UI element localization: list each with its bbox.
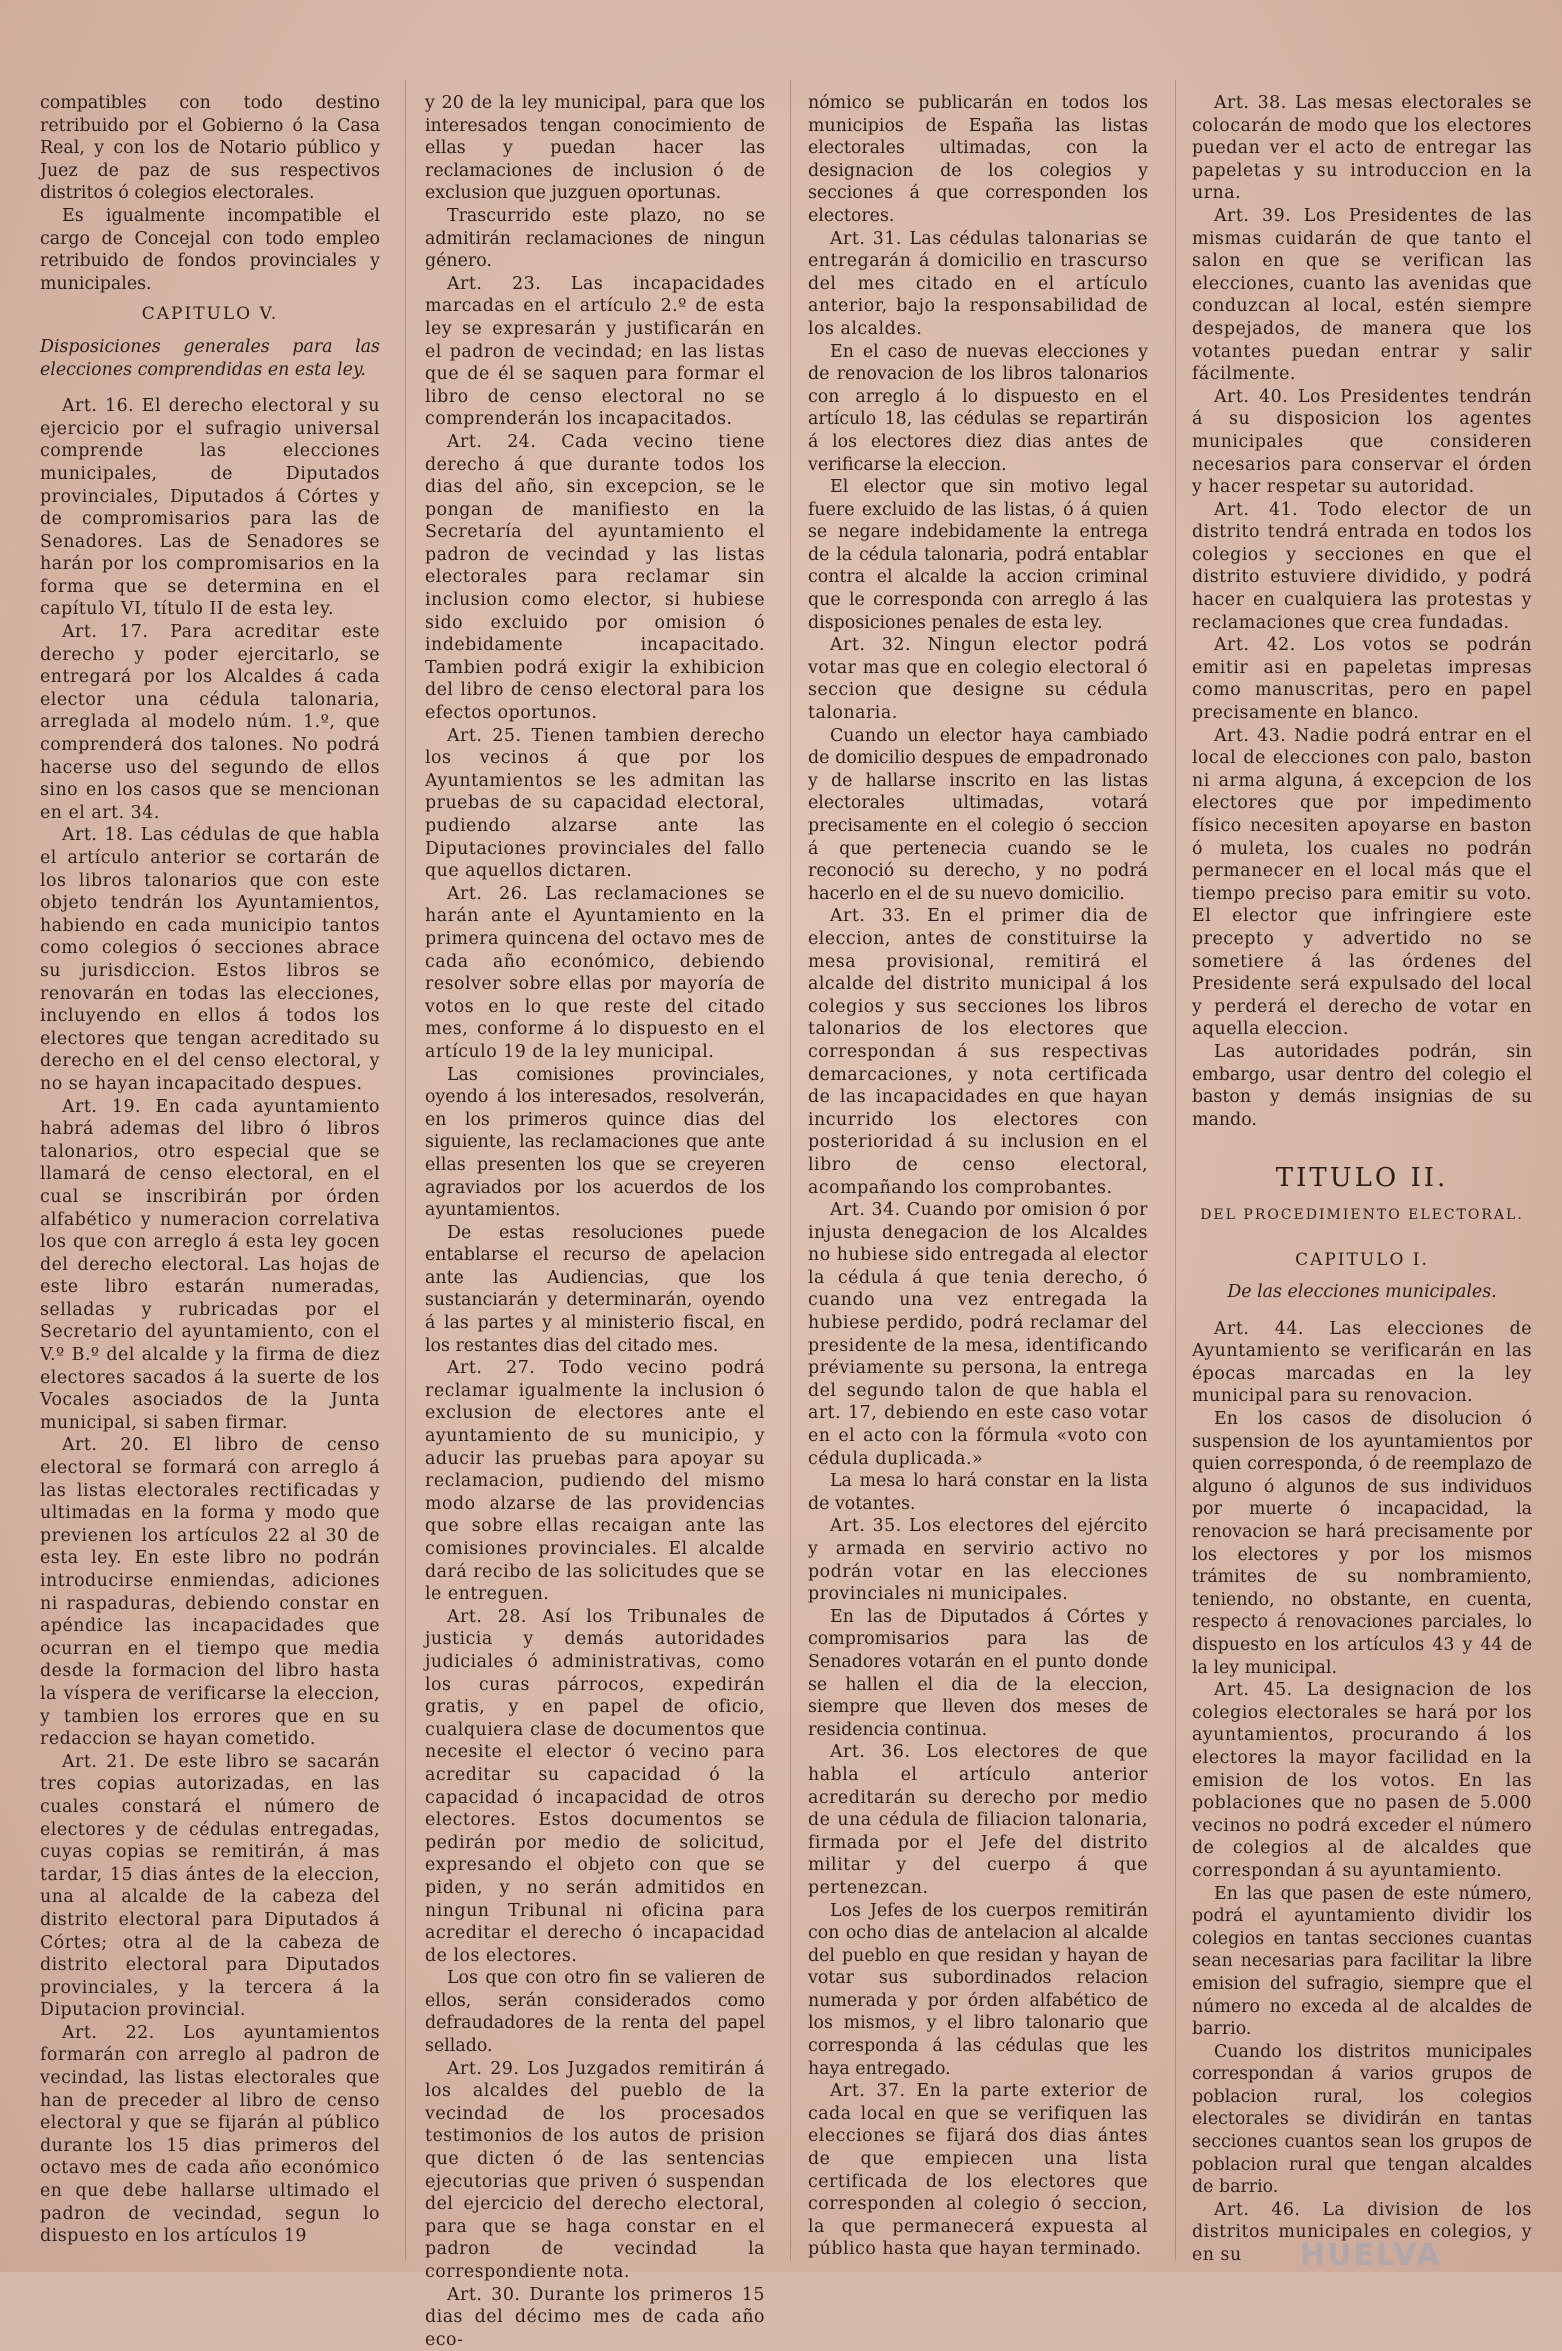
paragraph: Cuando los distritos municipales correspondan á varios grupos de poblacion rural, los colegios electorales se dividirán en tantas secciones cuantos sean los grupos de poblacion rural que tengan alcaldes de barrio.	[1192, 2041, 1532, 2198]
article-33: Art. 33. En el primer dia de eleccion, antes de constituirse la mesa provisional, remitirá el alcalde del distrito municipal á los colegios y sus secciones los libros talonarios de los electores que correspondan á sus respectivas demarcaciones, y nota certificada de las incapacidades en que hayan incurrido los electores con posterioridad á su inclusion en el libro de censo electoral, acompañando los comprobantes.	[808, 906, 1148, 1198]
article-40: Art. 40. Los Presidentes tendrán á su disposicion los agentes municipales que consideren necesarios para conservar el órden y hacer respetar su autoridad.	[1192, 386, 1532, 498]
article-22: Art. 22. Los ayuntamientos formarán con arreglo al padron de vecindad, las listas electorales que han de preceder al libro de censo electoral y que se fijarán al público durante los 15 dias primeros del octavo mes de cada año económico en que debe hallarse ultimado el padron de vecindad, segun lo dispuesto en los artículos 19	[40, 2022, 380, 2247]
article-31: Art. 31. Las cédulas talonarias se entregarán á domicilio en trascurso del mes citado en el artículo anterior, bajo la responsabilidad de los alcaldes.	[808, 228, 1148, 339]
paragraph: En el caso de nuevas elecciones y de renovacion de los libros talonarios con arreglo á lo dispuesto en el artículo 18, las cédulas se repartirán á los electores diez dias antes de verificarse la eleccion.	[808, 341, 1148, 475]
text-column-3	[808, 92, 1148, 2260]
article-42: Art. 42. Los votos se podrán emitir asi en papeletas impresas como manuscritas, pero en papel precisamente en blanco.	[1192, 635, 1532, 724]
article-24: Art. 24. Cada vecino tiene derecho á que durante todos los dias del año, sin excepcion, se le pongan de manifiesto en la Secretaría del ayuntamiento el padron de vecindad y las listas electorales para reclamar sin inclusion como elector, si hubiese sido excluido por omision ó indebidamente incapacitado. Tambien podrá exigir la exhibicion del libro de censo electoral para los efectos oportunos.	[425, 431, 765, 724]
article-43: Art. 43. Nadie podrá entrar en el local de elecciones con palo, baston ni arma alguna, á excepcion de los electores que por impedimento físico necesiten apoyarse en baston ó muleta, los cuales no podrán permanecer en el local más que el tiempo preciso para emitir su voto. El elector que infringiere este precepto y advertido no se sometiere á las órdenes del Presidente será expulsado del local y perderá el derecho de votar en aquella eleccion.	[1192, 725, 1532, 1040]
article-25: Art. 25. Tienen tambien derecho los vecinos á que por los Ayuntamientos se les admitan las pruebas de su capacidad electoral, pudiendo alzarse ante las Diputaciones provinciales del fallo que aquellos dictaren.	[425, 725, 765, 882]
paragraph: Los que con otro fin se valieren de ellos, serán considerados como defraudadores de la renta del papel sellado.	[425, 1968, 765, 2057]
article-16: Art. 16. El derecho electoral y su ejercicio por el sufragio universal comprende las elecciones municipales, de Diputados provinciales, Diputados á Córtes y de compromisarios para las de Senadores. Las de Senadores se harán por los compromisarios en la forma que se determina en el capítulo VI, título II de esta ley.	[40, 396, 380, 620]
title-subheading: DEL PROCEDIMIENTO ELECTORAL.	[1200, 1206, 1524, 1223]
section-heading: De las elecciones municipales.	[1227, 1282, 1497, 1303]
article-18: Art. 18. Las cédulas de que habla el artículo anterior se cortarán de los libros talonarios que con este objeto tendrán los Ayuntamientos, habiendo en cada municipio tantos como colegios ó secciones abrace su jurisdiccion. Estos libros se renovarán en todas las elecciones, incluyendo en ellos á todos los electores que tengan acreditado su derecho en el del censo electoral, y no se hayan incapacitado despues.	[40, 825, 380, 1094]
article-29: Art. 29. Los Juzgados remitirán á los alcaldes del pueblo de la vecindad de los procesados testimonios de los autos de prision que dicten ó de las sentencias ejecutorias que priven ó suspendan del ejercicio del derecho electoral, para que se haga constar en el padron de vecindad la correspondiente nota.	[425, 2058, 765, 2282]
article-17: Art. 17. Para acreditar este derecho y poder ejercitarlo, se entregará por los Alcaldes á cada elector una cédula talonaria, arreglada al modelo núm. 1.º, que comprenderá dos talones. No podrá hacerse uso del segundo de ellos sino en los casos que se mencionan en el art. 34.	[40, 622, 380, 823]
article-37: Art. 37. En la parte exterior de cada local en que se verifiquen las elecciones se fijará dos dias ántes de que empiecen una lista certificada de los electores que corresponden al colegio ó seccion, la que permanecerá expuesta al público hasta que hayan terminado.	[808, 2081, 1148, 2260]
article-32: Art. 32. Ningun elector podrá votar mas que en colegio electoral ó seccion que designe su cédula talonaria.	[808, 635, 1148, 724]
article-20: Art. 20. El libro de censo electoral se formará con arreglo á las listas electorales rectificadas y ultimadas en la forma y modo que previenen los artículos 22 al 30 de esta ley. En este libro no podrán introducirse enmiendas, adiciones ni raspaduras, debiendo constar en apéndice las incapacidades que ocurran en el tiempo que media desde la formacion del libro hasta la víspera de verificarse la eleccion, y tambien los errores que en su redaccion se hayan cometido.	[40, 1435, 380, 1750]
article-28: Art. 28. Así los Tribunales de justicia y demás autoridades judiciales ó administrativas, como los curas párrocos, expedirán gratis, y en papel de oficio, cualquiera clase de documentos que necesite el elector ó vecino para acreditar su capacidad ó la capacidad ó incapacidad de otros electores. Estos documentos se pedirán por medio de solicitud, expresando el objeto con que se piden, y no serán admitidos en ningun Tribunal ni oficina para acreditar el derecho ó incapacidad de los electores.	[425, 1606, 765, 1966]
article-26: Art. 26. Las reclamaciones se harán ante el Ayuntamiento en la primera quincena del octavo mes de cada año económico, debiendo resolver sobre ellas por mayoría de votos en lo que reste del citado mes, conforme á lo dispuesto en el artículo 19 de la ley municipal.	[425, 883, 765, 1062]
paragraph: De estas resoluciones puede entablarse el recurso de apelacion ante las Audiencias, que los sustanciarán y determinarán, oyendo á las partes y al ministerio fiscal, en los restantes dias del citado mes.	[425, 1222, 765, 1356]
column-divider	[1175, 80, 1176, 2260]
article-19: Art. 19. En cada ayuntamiento habrá ademas del libro ó libros talonarios, otro especial que se llamará de censo electoral, en el cual se inscribirán por órden alfabético y numeracion correlativa los que con arreglo á esta ley gocen del derecho electoral. Las hojas de este libro estarán numeradas, selladas y rubricadas por el Secretario del ayuntamiento, con el V.º B.º del alcalde y la firma de diez electores sacados á la suerte de los Vocales asociados de la Junta municipal, si saben firmar.	[40, 1096, 380, 1433]
article-41: Art. 41. Todo elector de un distrito tendrá entrada en todos los colegios y secciones en que el distrito estuviere dividido, y podrá hacer en cualquiera las protestas y reclamaciones que crea fundadas.	[1192, 499, 1532, 633]
text-column-1	[40, 92, 380, 2252]
article-34: Art. 34. Cuando por omision ó por injusta denegacion de los Alcaldes no hubiese sido entregada al elector la cédula á que tenia derecho, ó cuando una vez entregada la hubiese perdido, podrá reclamar del presidente de la mesa, identificando préviamente su persona, la entrega del segundo talon de que habla el art. 17, debiendo en este caso votar en el acto con la fórmula «voto con cédula duplicada.»	[808, 1200, 1148, 1469]
article-44: Art. 44. Las elecciones de Ayuntamiento se verificarán en las épocas marcadas en la ley municipal para su renovacion.	[1192, 1318, 1532, 1407]
archive-watermark: HUELVA	[1300, 2238, 1442, 2273]
column-divider	[790, 80, 791, 2260]
chapter-heading: CAPITULO V.	[141, 304, 279, 325]
text-column-2	[425, 92, 765, 2350]
paragraph: En las que pasen de este número, podrá el ayuntamiento dividir los colegios en tantas secciones cuantas sean necesarias para facilitar la libre emision del sufragio, siempre que el número no exceda al de alcaldes de barrio.	[1192, 1883, 1532, 2040]
article-30: Art. 30. Durante los primeros 15 dias del décimo mes de cada año eco-	[425, 2284, 765, 2350]
paragraph: La mesa lo hará constar en la lista de votantes.	[808, 1471, 1148, 1514]
paragraph: nómico se publicarán en todos los municipios de España las listas electorales ultimadas, con la designacion de los colegios y secciones á que corresponden los electores.	[808, 93, 1148, 226]
paragraph: En los casos de disolucion ó suspension de los ayuntamientos por quien corresponda, ó de reemplazo de alguno ó algunos de sus individuos por muerte ó incapacidad, la renovacion se hará precisamente por los electores y por los mismos trámites de su nombramiento, teniendo, no obstante, en cuenta, respecto á renovaciones parciales, lo dispuesto en los artículos 43 y 44 de la ley municipal.	[1192, 1409, 1532, 1678]
paragraph: Los Jefes de los cuerpos remitirán con ocho dias de antelacion al alcalde del pueblo en que residan y hayan de votar sus subordinados relacion numerada y por órden alfabético de los mismos, y el libro talonario que corresponda á las cédulas que les haya entregado.	[808, 1900, 1148, 2079]
paragraph: compatibles con todo destino retribuido por el Gobierno ó la Casa Real, y con los de Notario público y Juez de paz de sus respectivos distritos ó colegios electorales.	[40, 93, 380, 204]
article-23: Art. 23. Las incapacidades marcadas en el artículo 2.º de esta ley se expresarán y justificarán en el padron de vecindad; en las listas que de él se saquen para formar el libro de censo electoral no se comprenderán los incapacitados.	[425, 273, 765, 430]
paragraph: y 20 de la ley municipal, para que los interesados tengan conocimiento de ellas y puedan hacer las reclamaciones de inclusion ó de exclusion que juzguen oportunas.	[425, 93, 765, 204]
section-heading: Disposiciones generales para las elecciones comprendidas en esta ley.	[40, 336, 380, 380]
article-46: Art. 46. La division de los distritos municipales en colegios, y en su	[1192, 2199, 1532, 2266]
title-heading: TITULO II.	[1275, 1163, 1449, 1194]
paragraph: Cuando un elector haya cambiado de domicilio despues de empadronado y de hallarse inscrito en las listas electorales ultimadas, votará precisamente en el colegio ó seccion á que pertenecia cuando se le reconoció su derecho, y no podrá hacerlo en el de su nuevo domicilio.	[808, 725, 1148, 904]
article-39: Art. 39. Los Presidentes de las mismas cuidarán de que tanto el salon en que se verifican las elecciones, cuanto las avenidas que conduzcan al local, estén siempre despejados, de manera que los votantes puedan entrar y salir fácilmente.	[1192, 205, 1532, 385]
paragraph: Trascurrido este plazo, no se admitirán reclamaciones de ningun género.	[425, 205, 765, 272]
article-35: Art. 35. Los electores del ejército y armada en servirio activo no podrán votar en las elecciones provinciales ni municipales.	[808, 1516, 1148, 1605]
paragraph: En las de Diputados á Córtes y compromisarios para las de Senadores votarán en el punto donde se hallen el dia de la eleccion, siempre que lleven dos meses de residencia continua.	[808, 1606, 1148, 1740]
paragraph: El elector que sin motivo legal fuere excluido de las listas, ó á quien se negare indebidamente la entrega de la cédula talonaria, podrá entablar contra el alcalde la accion criminal que le corresponda con arreglo á las disposiciones penales de esta ley.	[808, 477, 1148, 633]
paragraph: Las autoridades podrán, sin embargo, usar dentro del colegio el baston y demás insignias de su mando.	[1192, 1041, 1532, 1130]
article-27: Art. 27. Todo vecino podrá reclamar igualmente la inclusion ó exclusion de electores ante el ayuntamiento de su municipio, y aducir las pruebas para apoyar su reclamacion, pudiendo del mismo modo alzarse de las providencias que sobre ellas recaigan ante las comisiones provinciales. El alcalde dará recibo de las solicitudes que se le entreguen.	[425, 1358, 765, 1605]
chapter-heading: CAPITULO I.	[1295, 1249, 1429, 1270]
paragraph: Las comisiones provinciales, oyendo á los interesados, resolverán, en los primeros quince dias del siguiente, las reclamaciones que ante ellas presenten los que se creyeren agraviados por los acuerdos de los ayuntamientos.	[425, 1064, 765, 1221]
article-45: Art. 45. La designacion de los colegios electorales se hará por los ayuntamientos, procurando á los electores la mayor facilidad en la emision de los votos. En las poblaciones que no pasen de 5.000 vecinos no podrá exceder el número de colegios al de alcaldes que correspondan á su ayuntamiento.	[1192, 1680, 1532, 1881]
article-38: Art. 38. Las mesas electorales se colocarán de modo que los electores puedan ver el acto de entregar las papeletas y su introduccion en la urna.	[1192, 93, 1532, 204]
column-divider	[405, 80, 406, 2260]
article-21: Art. 21. De este libro se sacarán tres copias autorizadas, en las cuales constará el número de electores y de cédulas entregadas, cuyas copias se remitirán, á mas tardar, 15 dias ántes de la eleccion, una al alcalde de la cabeza del distrito electoral para Diputados á Córtes; otra al de la cabeza de distrito electoral para Diputados provinciales, y la tercera á la Diputacion provincial.	[40, 1751, 380, 2021]
paragraph: Es igualmente incompatible el cargo de Concejal con todo empleo retribuido de fondos provinciales y municipales.	[40, 205, 380, 294]
article-36: Art. 36. Los electores de que habla el artículo anterior acreditarán su derecho por medio de una cédula de filiacion talonaria, firmada por el Jefe del distrito militar y del cuerpo á que pertenezcan.	[808, 1742, 1148, 1898]
